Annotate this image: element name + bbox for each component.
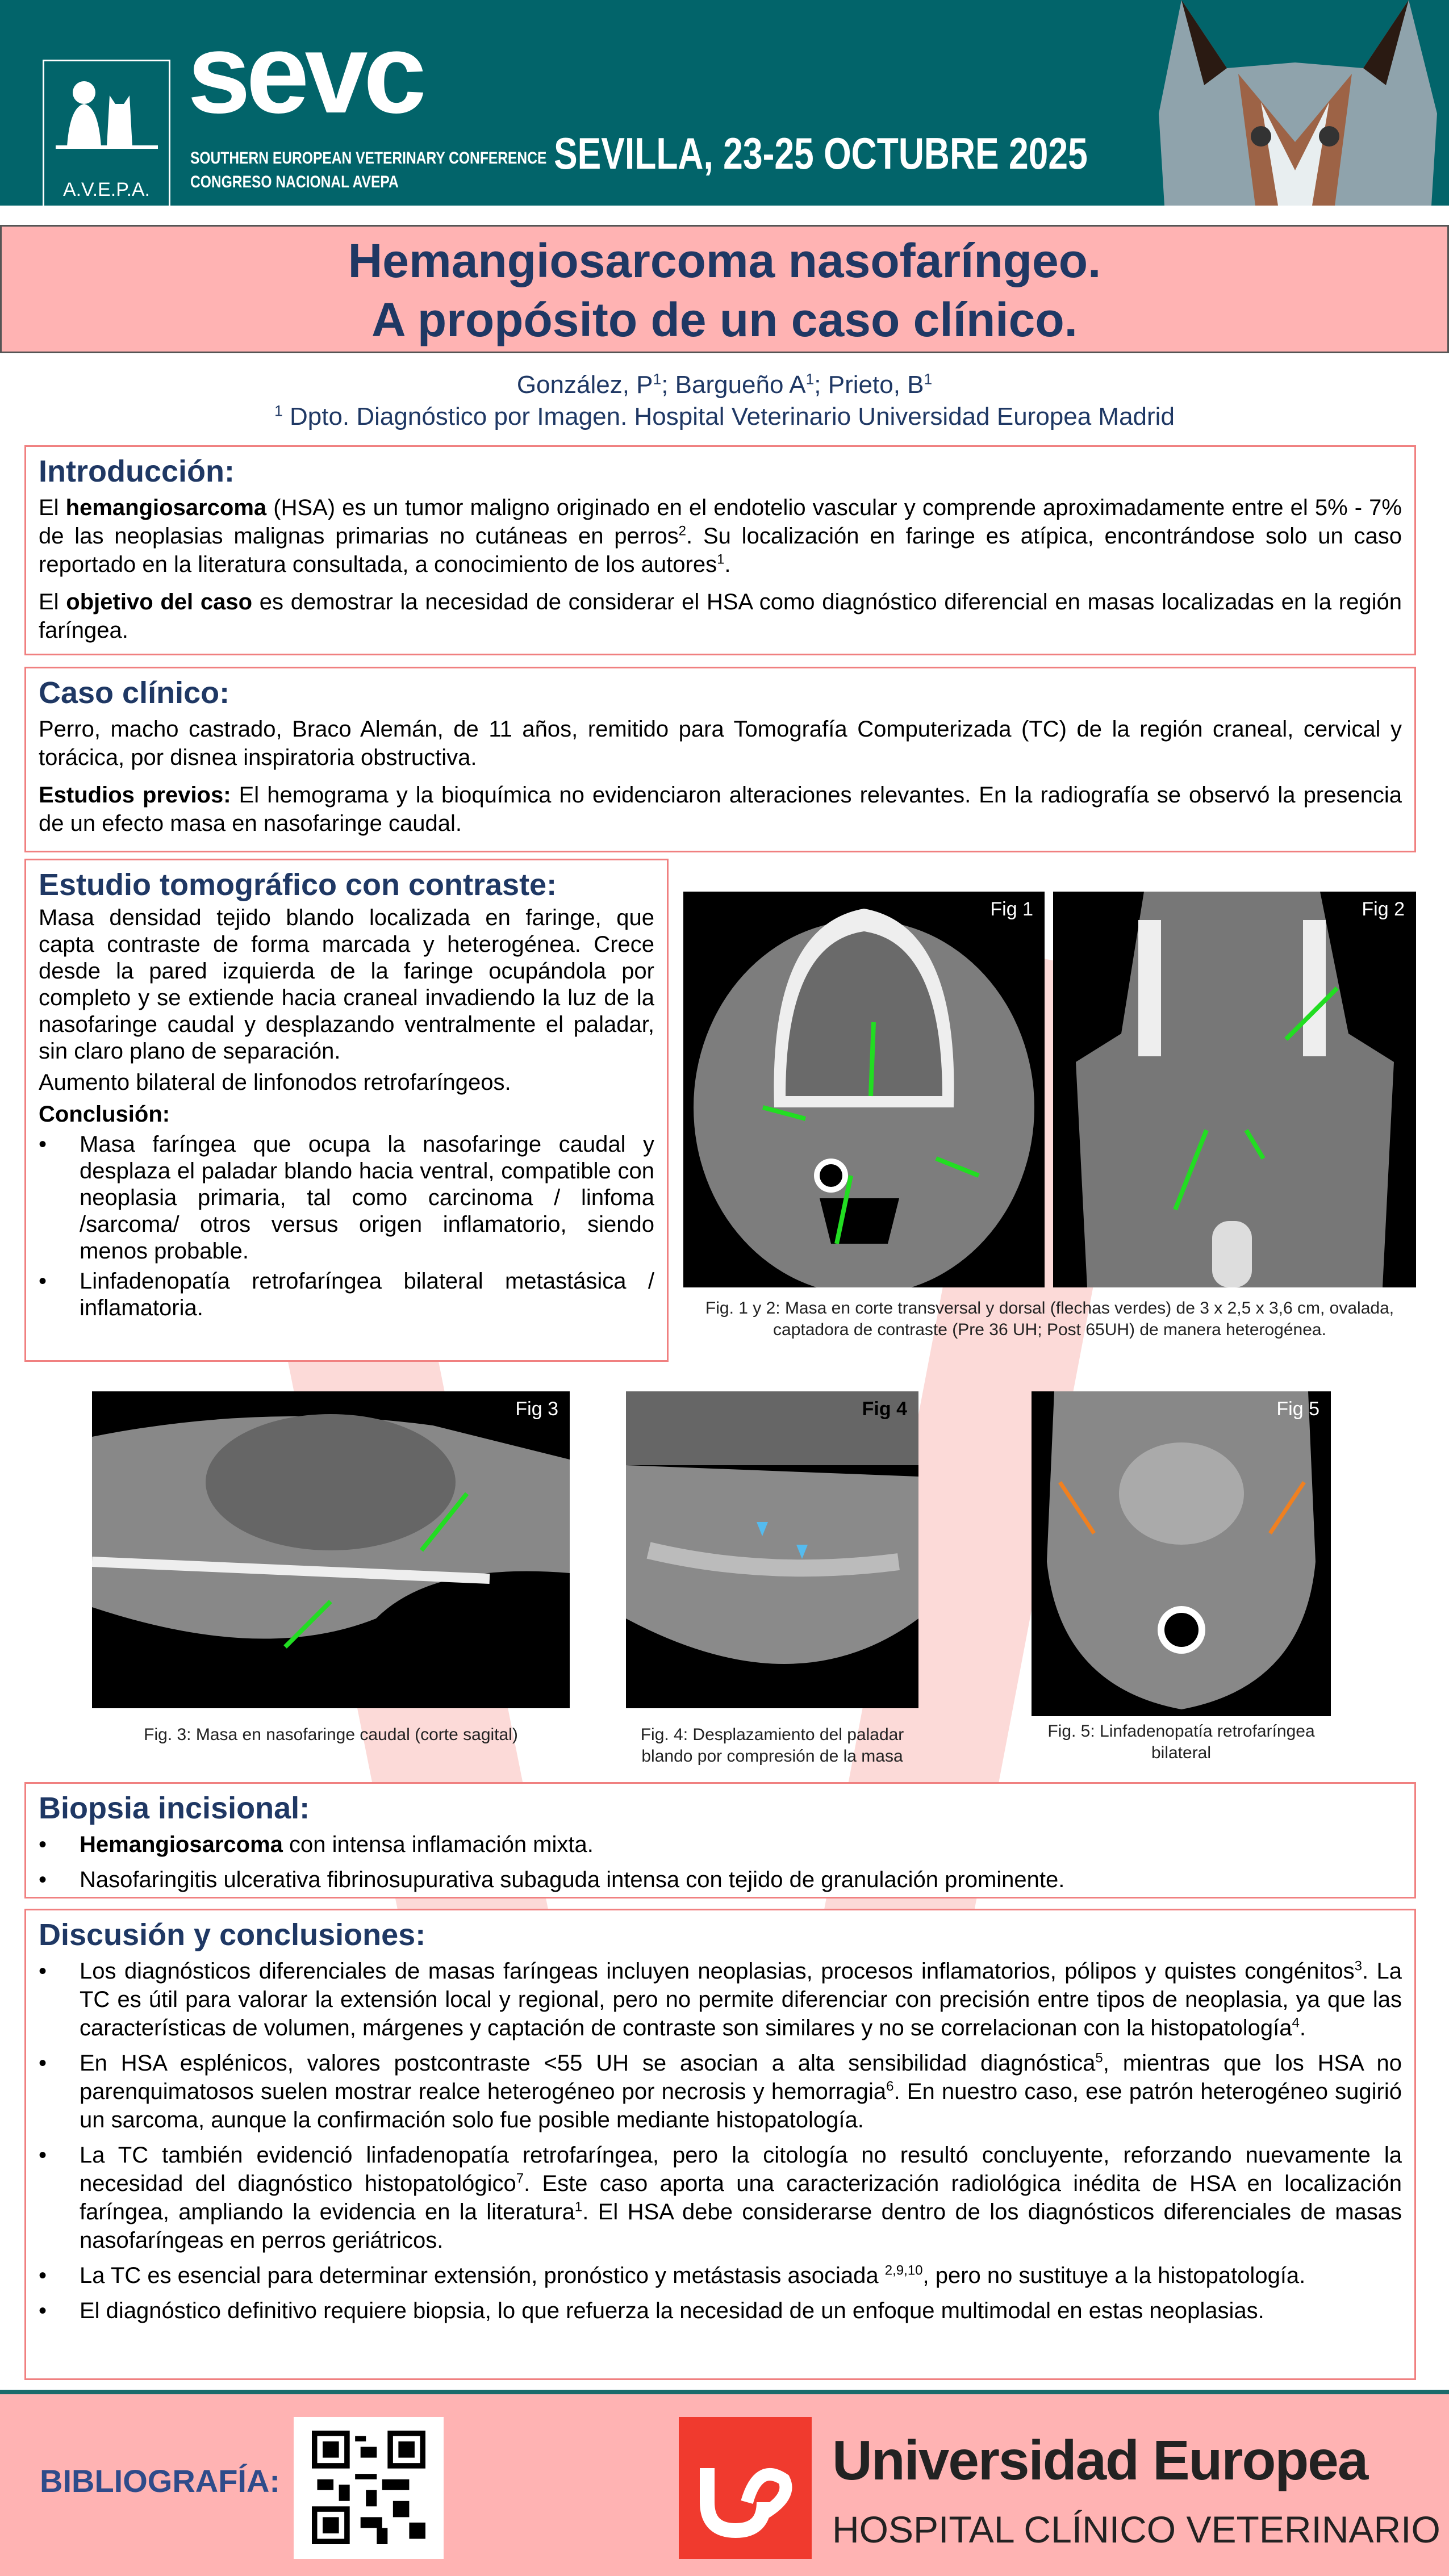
reference-superscript: 1 [805, 370, 815, 388]
figure-3-ct-sagittal [92, 1391, 570, 1708]
bibliografia-label: BIBLIOGRAFÍA: [40, 2463, 281, 2499]
reference-superscript: 3 [1354, 1958, 1362, 1974]
text-segment: González, P [516, 371, 653, 399]
figure-5-ct-lymph-nodes [1032, 1391, 1331, 1716]
footer [0, 2390, 1449, 2576]
text-segment: . El HSA debe considerarse dentro de los diagnósticos diferenciales de masas nasofaríngeas en perros geriátricos. [80, 2199, 1402, 2253]
title-line-2: A propósito de un caso clínico. [371, 293, 1078, 346]
wolf-illustration [1142, 0, 1449, 206]
text-segment: La TC también evidenció linfadenopatía retrofaríngea, pero la citología no resultó concluyente, reforzando nuevamente la necesidad del diagnóstico histopatológico [80, 2143, 1402, 2197]
section-introduccion [24, 445, 1416, 655]
reference-superscript: 2 [678, 523, 687, 539]
reference-superscript: 5 [1095, 2050, 1103, 2066]
bibliography-qr-code[interactable] [294, 2417, 444, 2559]
bullet-item [39, 1830, 1402, 1859]
paragraph [39, 588, 1402, 645]
text-segment: Masa densidad tejido blando localizada en faringe, que capta contraste de forma marcada y heterogénea. Crece desde la pared izquierda de la faringe ocupándola por completo y se extiende hacia craneal invadiendo la luz de la nasofaringe caudal y desplazando ventralmente el paladar, sin claro plano de separación. [39, 905, 654, 1064]
text-segment: . La TC es útil para valorar la extensión local y regional, pero no permite diferenciar con precisión entre tipos de neoplasia, ya que las características de volumen, márgenes y captación de contraste son similares y no se correlacionan con la histopatología [80, 1959, 1402, 2041]
text-segment: , mientras que los HSA no parenquimatosos suelen mostrar realce heterogéneo por necrosis y hemorragia [80, 2051, 1402, 2105]
bullet-item [39, 2049, 1402, 2134]
qr-code-icon [308, 2431, 429, 2544]
bold-text: hemangiosarcoma [65, 495, 267, 521]
bullet-item [39, 1866, 1402, 1894]
reference-superscript: 6 [886, 2079, 894, 2094]
paragraph [39, 781, 1402, 838]
reference-superscript: 1 [574, 2199, 583, 2215]
bullet-item [39, 1131, 654, 1265]
bold-text: objetivo del caso [66, 589, 253, 615]
reference-superscript: 4 [1292, 2015, 1300, 2031]
bullet-item [39, 1957, 1402, 2042]
text-segment: Perro, macho castrado, Braco Alemán, de 11 años, remitido para Tomografía Computerizada (TC) de la región craneal, cervical y torácica, por disnea inspiratoria obstructiva. [39, 717, 1402, 771]
authors [0, 369, 1449, 401]
text-segment: . [724, 552, 731, 578]
bullet-item [39, 1268, 654, 1322]
text-segment: El diagnóstico definitivo requiere biopsia, lo que refuerza la necesidad de un enfoque multimodal en estas neoplasias. [80, 2298, 1264, 2324]
bullet-item [39, 2297, 1402, 2325]
section-caso-clinico [24, 667, 1416, 852]
section-heading: Discusión y conclusiones: [39, 1918, 426, 1952]
text-segment: (HSA) es un tumor maligno originado en el endotelio vascular y comprende aproximadamente entre el 5% - 7% de las neoplasias malignas primarias no cutáneas en perros [39, 495, 1402, 549]
section-biopsia [24, 1782, 1416, 1898]
text-segment: . [1299, 2015, 1306, 2041]
text-segment: El [39, 589, 66, 615]
figure-label: Fig 2 [1362, 898, 1405, 920]
title-line-1: Hemangiosarcoma nasofaríngeo. [348, 234, 1101, 287]
reference-superscript: 1 [924, 370, 933, 388]
text-segment: es demostrar la necesidad de considerar el HSA como diagnóstico diferencial en masas localizadas en la región faríngea. [39, 589, 1402, 643]
reference-superscript: 2,9,10 [884, 2263, 923, 2278]
paragraph [39, 494, 1402, 579]
text-segment: La TC es esencial para determinar extensión, pronóstico y metástasis asociada [80, 2263, 885, 2289]
text-segment: Masa faríngea que ocupa la nasofaringe caudal y desplaza el paladar blando hacia ventral, compatible con neoplasia primaria, tal como carcinoma / linfoma /sarcoma/ otros versus origen inflamatorio, siendo menos probable. [80, 1132, 654, 1264]
section-discusion [24, 1909, 1416, 2380]
avepa-logo [43, 60, 170, 213]
bullet-item [39, 2261, 1402, 2290]
affiliation [0, 401, 1449, 433]
congress-subtitle: CONGRESO NACIONAL AVEPA [190, 173, 399, 191]
text-segment: ; Prieto, B [814, 371, 924, 399]
conference-header [0, 0, 1449, 206]
hospital-name: HOSPITAL CLÍNICO VETERINARIO [832, 2508, 1440, 2550]
section-heading: Introducción: [39, 454, 235, 488]
paragraph [39, 1069, 654, 1096]
bold-text: Hemangiosarcoma [80, 1832, 283, 1858]
text-segment: ; Bargueño A [661, 371, 806, 399]
reference-superscript: 1 [274, 402, 283, 420]
authors-block [0, 369, 1449, 433]
text-segment: . En nuestro caso, ese patrón heterogéneo sugirió un sarcoma, aunque la confirmación solo fue posible mediante histopatología. [80, 2079, 1402, 2133]
figure-1-ct-transverse [683, 892, 1045, 1287]
figure-label: Fig 1 [990, 898, 1033, 920]
figure-label: Fig 3 [515, 1398, 558, 1420]
bold-text: Estudios previos: [39, 783, 231, 808]
university-name: Universidad Europea [832, 2429, 1368, 2491]
ue-logo [679, 2417, 812, 2559]
paragraph [39, 715, 1402, 772]
figure-4-caption: Fig. 4: Desplazamiento del paladar blando por compresión de la masa [640, 1725, 904, 1766]
text-segment: Dpto. Diagnóstico por Imagen. Hospital Veterinario Universidad Europea Madrid [282, 403, 1175, 430]
conclusion-heading: Conclusión: [39, 1102, 170, 1127]
text-segment: Linfadenopatía retrofaríngea bilateral metastásica / inflamatoria. [80, 1269, 654, 1321]
figure-2-ct-dorsal [1053, 892, 1416, 1287]
section-heading: Caso clínico: [39, 676, 230, 710]
text-segment: . Este caso aporta una caracterización radiológica inédita de HSA en localización faríngea, ampliando la evidencia en la literatura [80, 2171, 1402, 2225]
text-segment: Aumento bilateral de linfonodos retrofaríngeos. [39, 1070, 511, 1095]
text-segment: Nasofaringitis ulcerativa fibrinosupurativa subaguda intensa con tejido de granulación prominente. [80, 1867, 1065, 1893]
reference-superscript: 7 [516, 2171, 524, 2186]
text-segment: En HSA esplénicos, valores postcontraste <55 UH se asocian a alta sensibilidad diagnóstica [80, 2051, 1096, 2076]
reference-superscript: 1 [653, 370, 662, 388]
figure-1-2-caption: Fig. 1 y 2: Masa en corte transversal y dorsal (flechas verdes) de 3 x 2,5 x 3,6 cm, ovalada, captadora de contraste (Pre 36 UH; Post 65UH) de manera heterogénea. [705, 1299, 1394, 1339]
reference-superscript: 1 [717, 551, 725, 567]
figure-3-caption: Fig. 3: Masa en nasofaringe caudal (corte sagital) [144, 1725, 518, 1744]
sevc-logo: sevc [187, 10, 422, 137]
text-segment: Los diagnósticos diferenciales de masas faríngeas incluyen neoplasias, procesos inflamatorios, pólipos y quistes congénitos [80, 1959, 1355, 1984]
figure-5-caption: Fig. 5: Linfadenopatía retrofaríngea bilateral [1047, 1722, 1315, 1762]
figure-4-ct-palate [626, 1391, 918, 1708]
dog-cat-icon [44, 73, 169, 152]
poster-title [0, 225, 1449, 353]
avepa-text: A.V.E.P.A. [62, 179, 151, 200]
text-segment: El [39, 495, 66, 521]
conference-date: SEVILLA, 23-25 OCTUBRE 2025 [554, 128, 1088, 178]
section-heading: Estudio tomográfico con contraste: [39, 868, 557, 902]
conference-subtitle: SOUTHERN EUROPEAN VETERINARY CONFERENCE [190, 149, 547, 168]
bullet-item [39, 2141, 1402, 2255]
figure-label: Fig 4 [862, 1398, 907, 1420]
section-heading: Biopsia incisional: [39, 1791, 310, 1825]
ue-logo-mark [679, 2417, 812, 2559]
section-estudio-tomografico [24, 859, 669, 1362]
text-segment: . Su localización en faringe es atípica, encontrándose solo un caso reportado en la literatura consultada, a conocimiento de los autores [39, 524, 1402, 578]
paragraph [39, 905, 654, 1065]
text-segment: con intensa inflamación mixta. [282, 1832, 594, 1858]
text-segment: El hemograma y la bioquímica no evidenciaron alteraciones relevantes. En la radiografía se observó la presencia de un efecto masa en nasofaringe caudal. [39, 783, 1402, 837]
figure-label: Fig 5 [1276, 1398, 1319, 1420]
text-segment: , pero no sustituye a la histopatología. [922, 2263, 1306, 2289]
